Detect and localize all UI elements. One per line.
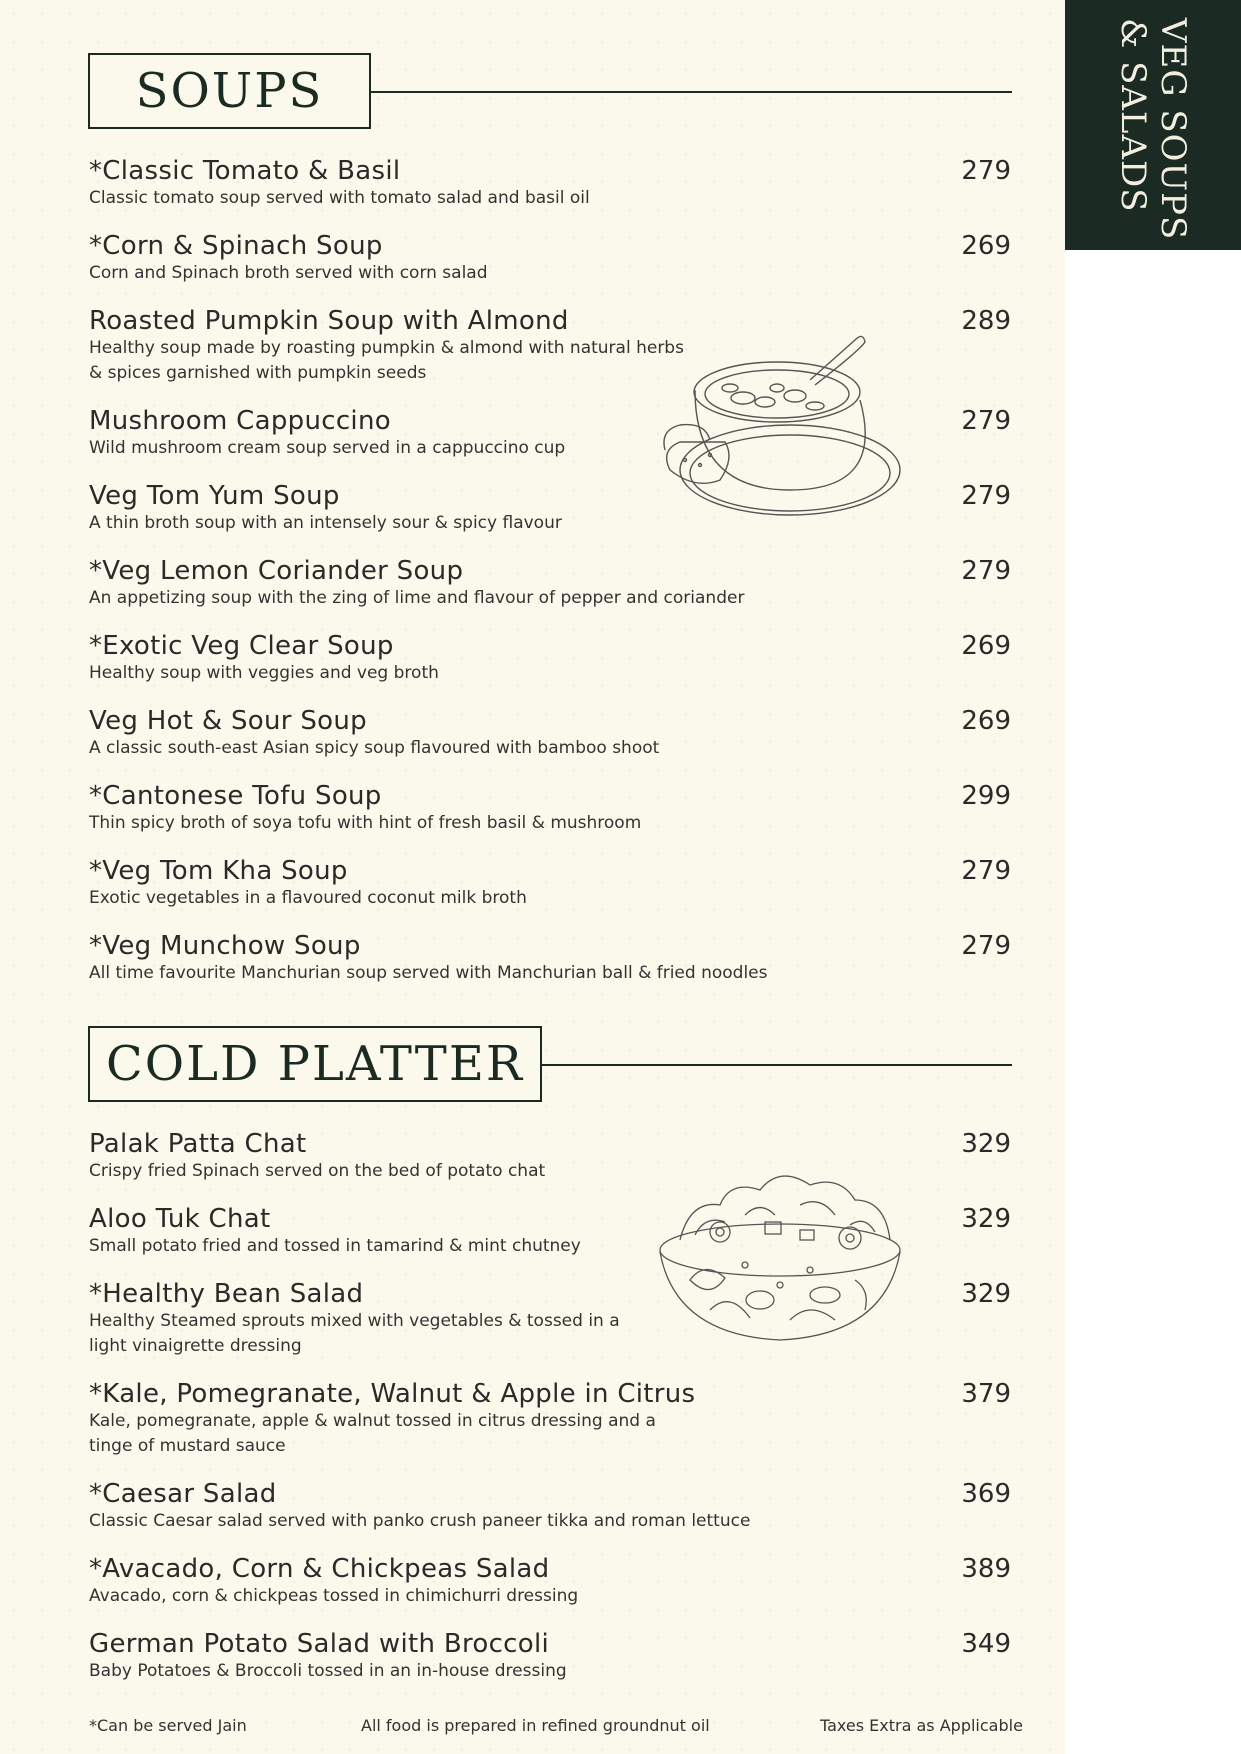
- item-description: Kale, pomegranate, apple & walnut tossed in citrus dressing and a tinge of mustard sauce: [89, 1411, 656, 1456]
- soups-heading: SOUPS: [88, 53, 371, 129]
- item-name: German Potato Salad with Broccoli: [89, 1629, 550, 1659]
- cold-platter-divider: [542, 1064, 1012, 1066]
- item-description: Classic tomato soup served with tomato salad and basil oil: [89, 188, 590, 208]
- item-description: Corn and Spinach broth served with corn salad: [89, 263, 488, 283]
- soup-bowl-icon: [655, 330, 905, 535]
- item-description: Crispy fried Spinach served on the bed of potato chat: [89, 1161, 546, 1181]
- item-name: *Classic Tomato & Basil: [89, 156, 401, 186]
- item-name: *Cantonese Tofu Soup: [89, 781, 382, 811]
- item-price: 279: [961, 931, 1011, 961]
- item-name: Roasted Pumpkin Soup with Almond: [89, 306, 569, 336]
- item-description: A thin broth soup with an intensely sour & spicy flavour: [89, 513, 562, 533]
- item-price: 279: [961, 556, 1011, 586]
- item-name: Veg Tom Yum Soup: [89, 481, 340, 511]
- section-tab: [1065, 0, 1241, 250]
- item-name: Mushroom Cappuccino: [89, 406, 391, 436]
- item-name: *Caesar Salad: [89, 1479, 277, 1509]
- item-price: 369: [961, 1479, 1011, 1509]
- footer-jain-note: *Can be served Jain: [89, 1716, 247, 1735]
- item-description: Small potato fried and tossed in tamarind & mint chutney: [89, 1236, 581, 1256]
- item-name: Palak Patta Chat: [89, 1129, 307, 1159]
- item-price: 279: [961, 406, 1011, 436]
- item-price: 299: [961, 781, 1011, 811]
- cold-platter-heading: COLD PLATTER: [88, 1026, 542, 1102]
- item-price: 329: [961, 1204, 1011, 1234]
- item-description: Healthy Steamed sprouts mixed with vegetables & tossed in a light vinaigrette dressing: [89, 1311, 620, 1356]
- item-name: *Exotic Veg Clear Soup: [89, 631, 394, 661]
- item-name: *Healthy Bean Salad: [89, 1279, 364, 1309]
- soups-divider: [371, 91, 1012, 93]
- item-description: Baby Potatoes & Broccoli tossed in an in-house dressing: [89, 1661, 567, 1681]
- item-name: *Corn & Spinach Soup: [89, 231, 383, 261]
- item-price: 269: [961, 231, 1011, 261]
- item-price: 269: [961, 706, 1011, 736]
- item-price: 389: [961, 1554, 1011, 1584]
- footer-oil-note: All food is prepared in refined groundnut oil: [361, 1716, 710, 1735]
- item-price: 279: [961, 156, 1011, 186]
- item-price: 279: [961, 856, 1011, 886]
- item-description: Exotic vegetables in a flavoured coconut milk broth: [89, 888, 527, 908]
- item-price: 349: [961, 1629, 1011, 1659]
- item-description: Wild mushroom cream soup served in a cappuccino cup: [89, 438, 566, 458]
- item-price: 279: [961, 481, 1011, 511]
- item-price: 379: [961, 1379, 1011, 1409]
- footer-tax-note: Taxes Extra as Applicable: [820, 1716, 1023, 1735]
- item-name: *Veg Lemon Coriander Soup: [89, 556, 464, 586]
- item-description: Healthy soup made by roasting pumpkin & almond with natural herbs & spices garnished with pumpkin seeds: [89, 338, 684, 383]
- item-name: Veg Hot & Sour Soup: [89, 706, 367, 736]
- item-description: Thin spicy broth of soya tofu with hint of fresh basil & mushroom: [89, 813, 642, 833]
- item-description: An appetizing soup with the zing of lime and flavour of pepper and coriander: [89, 588, 745, 608]
- item-price: 269: [961, 631, 1011, 661]
- item-description: Healthy soup with veggies and veg broth: [89, 663, 439, 683]
- section-tab-label: VEG SOUPS & SALADS: [1113, 18, 1193, 241]
- item-description: Classic Caesar salad served with panko crush paneer tikka and roman lettuce: [89, 1511, 751, 1531]
- item-description: All time favourite Manchurian soup served with Manchurian ball & fried noodles: [89, 963, 768, 983]
- salad-bowl-icon: [650, 1160, 915, 1350]
- item-name: *Avacado, Corn & Chickpeas Salad: [89, 1554, 550, 1584]
- item-price: 329: [961, 1129, 1011, 1159]
- item-description: Avacado, corn & chickpeas tossed in chimichurri dressing: [89, 1586, 579, 1606]
- item-description: A classic south-east Asian spicy soup flavoured with bamboo shoot: [89, 738, 660, 758]
- item-name: Aloo Tuk Chat: [89, 1204, 271, 1234]
- item-price: 329: [961, 1279, 1011, 1309]
- item-name: *Veg Tom Kha Soup: [89, 856, 348, 886]
- item-name: *Veg Munchow Soup: [89, 931, 361, 961]
- item-price: 289: [961, 306, 1011, 336]
- item-name: *Kale, Pomegranate, Walnut & Apple in Citrus: [89, 1379, 696, 1409]
